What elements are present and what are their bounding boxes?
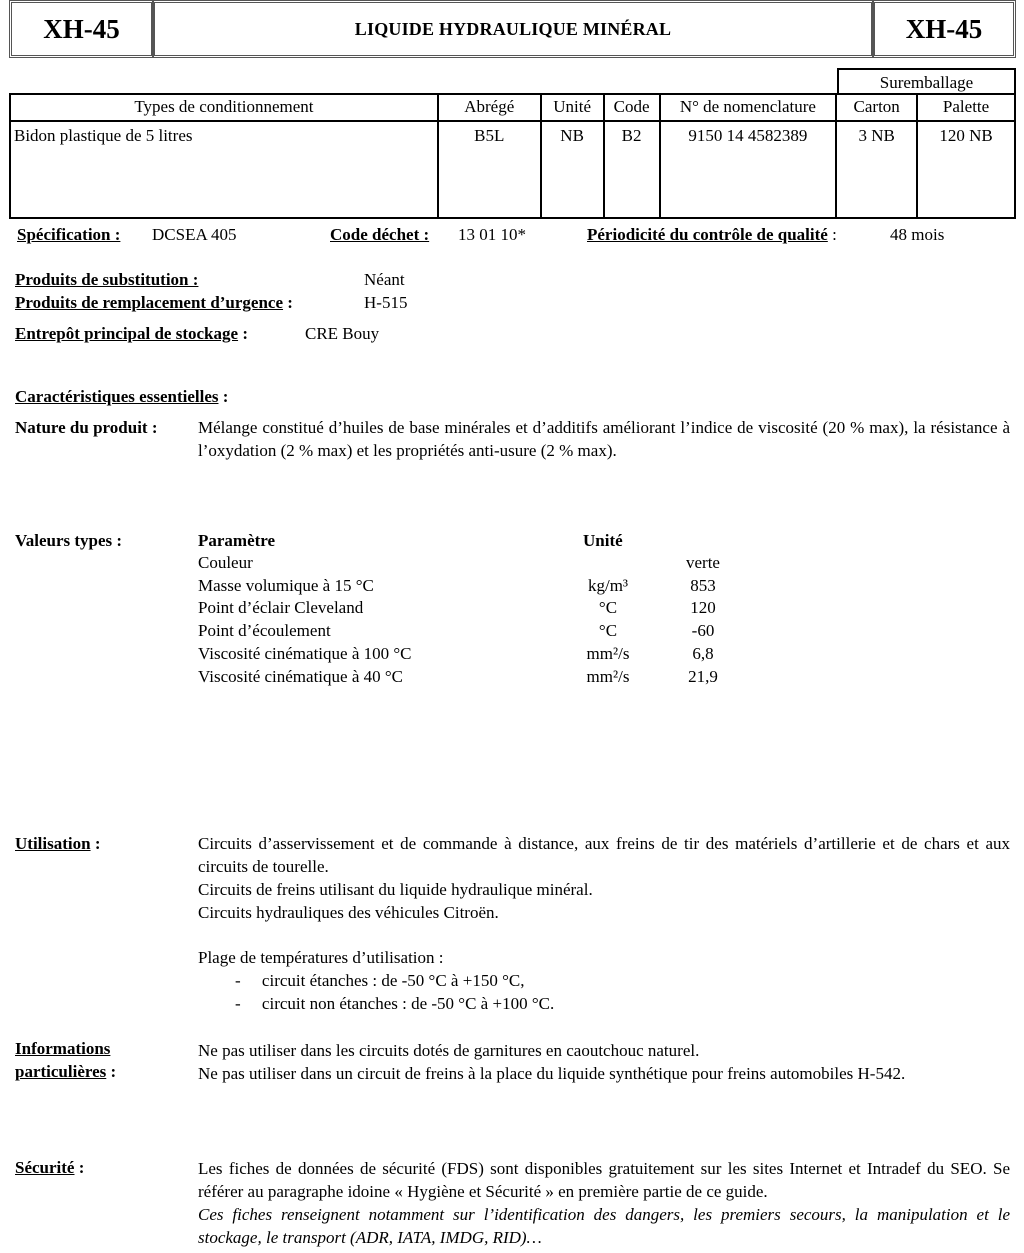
table-row	[10, 121, 1015, 218]
securite-label: Sécurité	[15, 1158, 75, 1177]
col-header: Unité	[541, 94, 604, 121]
col-header: Types de conditionnement	[10, 94, 438, 121]
nature-label: Nature du produit :	[15, 418, 158, 437]
list-item: - circuit non étanches : de -50 °C à +100 °C.	[235, 994, 555, 1013]
periodicite-label: Périodicité du contrôle de qualité	[587, 225, 828, 244]
entrepot-label: Entrepôt principal de stockage	[15, 324, 239, 343]
valeurs-unit: °C	[598, 598, 618, 617]
valeurs-label: Valeurs types :	[15, 531, 123, 550]
entrepot-colon: :	[238, 324, 248, 343]
utilisation-item-text: circuit étanches : de -50 °C à +150 °C,	[261, 971, 525, 990]
suremballage-header: Suremballage	[837, 68, 1016, 95]
header-code-right: XH-45	[872, 0, 1016, 58]
col-header: Abrégé	[438, 94, 541, 121]
utilisation-text	[198, 832, 1010, 1015]
entrepot-value: CRE Bouy	[305, 324, 380, 343]
valeurs-param: Point d’éclair Cleveland	[198, 598, 364, 617]
valeurs-unit: mm²/s	[586, 644, 630, 663]
valeurs-value: 853	[690, 576, 716, 595]
utilisation-p3: Circuits hydrauliques des véhicules Citroën.	[198, 903, 499, 922]
valeurs-row	[198, 667, 758, 690]
table-cell: Bidon plastique de 5 litres	[10, 121, 438, 218]
header-code-left: XH-45	[9, 0, 154, 58]
valeurs-param: Masse volumique à 15 °C	[198, 576, 374, 595]
valeurs-row	[198, 621, 758, 644]
nature-text: Mélange constitué d’huiles de base minérales et d’additifs améliorant l’indice de viscosité (20 % max), la résistance à l’oxydation (2 % max) et les propriétés anti-usure (2 % max).	[198, 418, 1010, 460]
packaging-table	[9, 93, 1016, 219]
table-cell: 3 NB	[836, 121, 917, 218]
informations-colon: :	[106, 1062, 117, 1081]
utilisation-p2: Circuits de freins utilisant du liquide hydraulique minéral.	[198, 880, 593, 899]
valeurs-value: verte	[686, 553, 720, 572]
specification-label: Spécification :	[17, 225, 121, 244]
securite-p2: Ces fiches renseignent notamment sur l’identification des dangers, les premiers secours, la manipulation et le stockage, le transport (ADR, IATA, IMDG, RID)…	[198, 1205, 1010, 1247]
informations-p1: Ne pas utiliser dans les circuits dotés de garnitures en caoutchouc naturel.	[198, 1041, 700, 1060]
valeurs-row	[198, 576, 758, 599]
securite-colon: :	[74, 1158, 85, 1177]
table-cell: B2	[604, 121, 660, 218]
periodicite-value: 48 mois	[890, 225, 945, 244]
informations-label: Informations	[15, 1039, 111, 1058]
col-header: Palette	[917, 94, 1015, 121]
col-header: Carton	[836, 94, 917, 121]
valeurs-param: Viscosité cinématique à 40 °C	[198, 667, 404, 686]
caracteristiques-colon: :	[218, 387, 229, 406]
valeurs-param: Couleur	[198, 553, 253, 572]
col-header: Code	[604, 94, 660, 121]
valeurs-col-param: Paramètre	[198, 531, 276, 550]
col-header: N° de nomenclature	[660, 94, 837, 121]
remplacement-colon: :	[283, 293, 293, 312]
valeurs-col-unit: Unité	[583, 531, 623, 550]
table-cell: 9150 14 4582389	[660, 121, 837, 218]
table-cell: B5L	[438, 121, 541, 218]
utilisation-item-text: circuit non étanches : de -50 °C à +100 °C.	[261, 994, 555, 1013]
valeurs-row	[198, 598, 758, 621]
utilisation-p1: Circuits d’asservissement et de commande à distance, aux freins de tir des matériels d’artillerie et de chars et aux circuits de tourelle.	[198, 834, 1010, 876]
remplacement-value: H-515	[364, 293, 408, 312]
valeurs-param: Point d’écoulement	[198, 621, 331, 640]
valeurs-unit: mm²/s	[586, 667, 630, 686]
valeurs-row	[198, 553, 758, 576]
securite-p1: Les fiches de données de sécurité (FDS) sont disponibles gratuitement sur les sites Internet et Intradef du SEO. Se référer au paragraphe idoine « Hygiène et Sécurité » en première partie de ce guide.	[198, 1159, 1010, 1201]
table-cell: NB	[541, 121, 604, 218]
utilisation-plage: Plage de températures d’utilisation :	[198, 948, 444, 967]
dechet-label: Code déchet :	[330, 225, 430, 244]
valeurs-row	[198, 644, 758, 667]
informations-label-2: particulières	[15, 1062, 107, 1081]
list-item: - circuit étanches : de -50 °C à +150 °C,	[235, 971, 525, 990]
table-header-row	[10, 94, 1015, 121]
table-cell: 120 NB	[917, 121, 1015, 218]
remplacement-label: Produits de remplacement d’urgence	[15, 293, 284, 312]
periodicite-colon: :	[827, 225, 837, 244]
page-title: LIQUIDE HYDRAULIQUE MINÉRAL	[152, 0, 874, 58]
informations-p2: Ne pas utiliser dans un circuit de freins à la place du liquide synthétique pour freins automobiles H-542.	[198, 1064, 906, 1083]
valeurs-unit: °C	[598, 621, 618, 640]
specification-value: DCSEA 405	[152, 225, 237, 244]
valeurs-unit: kg/m³	[587, 576, 629, 595]
dechet-value: 13 01 10*	[458, 225, 526, 244]
valeurs-value: -60	[691, 621, 715, 640]
caracteristiques-label: Caractéristiques essentielles	[15, 387, 219, 406]
utilisation-colon: :	[90, 834, 101, 853]
valeurs-param: Viscosité cinématique à 100 °C	[198, 644, 412, 663]
informations-text	[198, 1039, 1010, 1085]
securite-text	[198, 1157, 1010, 1249]
substitution-label: Produits de substitution :	[15, 270, 199, 289]
utilisation-label: Utilisation	[15, 834, 91, 853]
valeurs-value: 6,8	[692, 644, 714, 663]
valeurs-value: 120	[690, 598, 716, 617]
substitution-value: Néant	[364, 270, 405, 289]
valeurs-value: 21,9	[688, 667, 718, 686]
